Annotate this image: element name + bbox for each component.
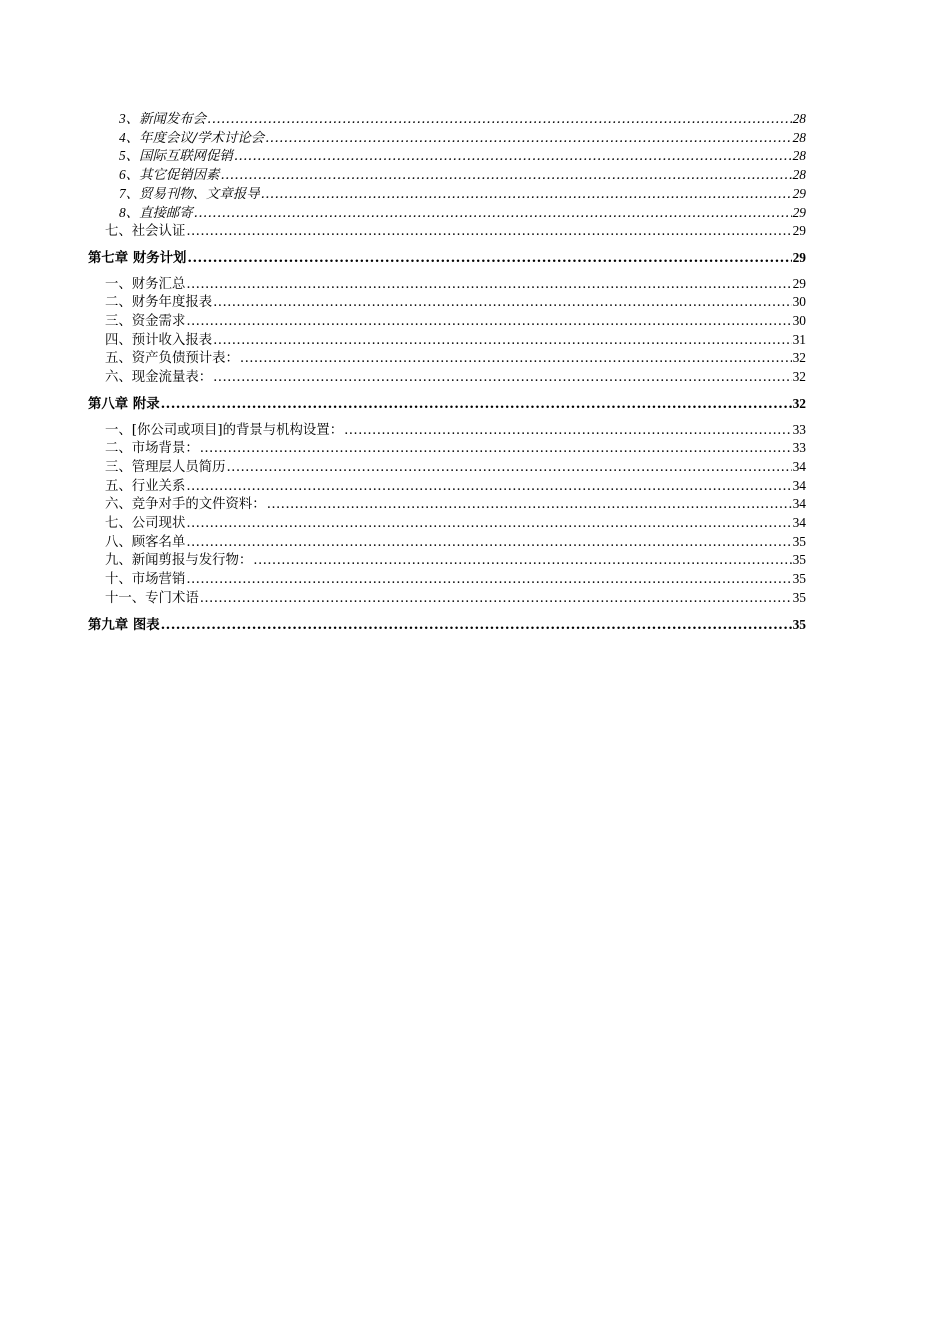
toc-entry-title bbox=[105, 496, 266, 514]
toc-page-number: 35 bbox=[792, 533, 806, 549]
toc-entry-title bbox=[119, 204, 193, 223]
toc-entry[interactable] bbox=[88, 110, 806, 129]
toc-chapter-entry[interactable] bbox=[88, 249, 806, 268]
toc-entry-number: 3 bbox=[119, 111, 126, 126]
toc-page-number: 33 bbox=[792, 421, 806, 437]
toc-page-number: 30 bbox=[792, 313, 806, 329]
toc-entry-text: 六、现金流量表： bbox=[105, 370, 213, 386]
toc-page-number: 29 bbox=[792, 249, 806, 265]
toc-page-number: 28 bbox=[792, 129, 806, 145]
toc-entry[interactable] bbox=[88, 312, 806, 331]
table-of-contents bbox=[88, 110, 806, 641]
toc-entry-text: 其它促销因素 bbox=[139, 168, 220, 184]
toc-entry-title bbox=[105, 590, 199, 608]
toc-entry[interactable] bbox=[88, 551, 806, 570]
toc-entry-separator: 、 bbox=[125, 186, 140, 202]
toc-entry-title bbox=[105, 534, 185, 552]
toc-entry-text: 一、财务汇总 bbox=[105, 276, 186, 292]
toc-page-number: 29 bbox=[792, 204, 806, 220]
dot-leader bbox=[186, 313, 791, 331]
dot-leader bbox=[186, 223, 791, 241]
dot-leader bbox=[200, 440, 792, 458]
toc-entry-text: 六、竞争对手的文件资料： bbox=[105, 497, 266, 513]
toc-entry-text: 三、管理层人员简历 bbox=[105, 459, 226, 475]
toc-entry[interactable] bbox=[88, 293, 806, 312]
dot-leader bbox=[161, 396, 792, 414]
toc-entry-title bbox=[88, 617, 160, 635]
toc-entry-text: 九、新闻剪报与发行物： bbox=[105, 553, 253, 569]
toc-entry-number: 7 bbox=[119, 185, 126, 201]
toc-entry-title bbox=[105, 223, 185, 241]
toc-entry-text: 一、[你公司或项目]的背景与机构设置： bbox=[105, 422, 344, 438]
toc-entry-number: 4 bbox=[119, 129, 126, 145]
toc-entry-text: 国际互联网促销 bbox=[139, 149, 233, 165]
toc-entry-text: 八、顾客名单 bbox=[105, 534, 186, 550]
toc-entry-title bbox=[119, 147, 233, 166]
toc-entry-text: 三、资金需求 bbox=[105, 314, 186, 330]
toc-page-number: 29 bbox=[792, 275, 806, 291]
dot-leader bbox=[265, 130, 791, 148]
toc-entry[interactable] bbox=[88, 349, 806, 368]
toc-entry-text: 五、资产负债预计表： bbox=[105, 351, 239, 367]
toc-entry[interactable] bbox=[88, 275, 806, 294]
toc-page-number: 28 bbox=[792, 167, 806, 183]
toc-entry-title bbox=[105, 276, 185, 294]
toc-chapter-entry[interactable] bbox=[88, 616, 806, 635]
toc-entry-separator: 、 bbox=[125, 130, 140, 146]
dot-leader bbox=[200, 590, 792, 608]
toc-page-number: 35 bbox=[792, 616, 806, 632]
toc-entry[interactable] bbox=[88, 533, 806, 552]
toc-entry[interactable] bbox=[88, 129, 806, 148]
toc-entry-title bbox=[105, 422, 343, 440]
dot-leader bbox=[186, 515, 791, 533]
toc-entry[interactable] bbox=[88, 166, 806, 185]
dot-leader bbox=[220, 167, 791, 185]
toc-page-number: 35 bbox=[792, 571, 806, 587]
toc-entry-title bbox=[105, 313, 185, 331]
toc-page-number: 34 bbox=[792, 496, 806, 512]
toc-entry[interactable] bbox=[88, 185, 806, 204]
dot-leader bbox=[194, 205, 792, 223]
dot-leader bbox=[187, 250, 791, 268]
toc-entry-text: 七、社会认证 bbox=[105, 224, 186, 240]
toc-entry-separator: 、 bbox=[125, 112, 140, 127]
toc-entry-text: 第九章 图表 bbox=[88, 616, 160, 633]
dot-leader bbox=[186, 534, 791, 552]
dot-leader bbox=[213, 294, 791, 312]
toc-entry-text: 十一、专门术语 bbox=[105, 590, 199, 606]
dot-leader bbox=[207, 111, 792, 129]
toc-entry-title bbox=[105, 350, 239, 368]
toc-entry-title bbox=[105, 515, 185, 533]
toc-entry-text: 贸易刊物、文章报导 bbox=[139, 186, 260, 202]
toc-entry-text: 七、公司现状 bbox=[105, 516, 186, 532]
toc-entry[interactable] bbox=[88, 204, 806, 223]
toc-entry-text: 十、市场营销 bbox=[105, 572, 186, 588]
toc-entry-title bbox=[105, 294, 212, 312]
toc-entry-title bbox=[105, 552, 252, 570]
toc-entry[interactable] bbox=[88, 570, 806, 589]
toc-page-number: 34 bbox=[792, 515, 806, 531]
toc-entry-text: 第七章 财务计划 bbox=[88, 249, 187, 266]
dot-leader bbox=[344, 422, 792, 440]
toc-page-number: 30 bbox=[792, 294, 806, 310]
toc-page-number: 34 bbox=[792, 458, 806, 474]
toc-entry-title bbox=[119, 166, 219, 185]
toc-entry-separator: 、 bbox=[125, 205, 140, 221]
toc-entry-title bbox=[105, 369, 212, 387]
toc-entry-title bbox=[105, 459, 226, 477]
toc-entry-title bbox=[105, 478, 185, 496]
dot-leader bbox=[261, 186, 792, 204]
toc-entry[interactable] bbox=[88, 495, 806, 514]
toc-entry-title bbox=[88, 396, 160, 414]
toc-page-number: 35 bbox=[792, 552, 806, 568]
toc-entry-text: 二、市场背景： bbox=[105, 441, 199, 457]
dot-leader bbox=[227, 459, 792, 477]
toc-entry-number: 6 bbox=[119, 167, 126, 183]
toc-entry-title bbox=[105, 332, 212, 350]
toc-entry-title bbox=[105, 440, 199, 458]
toc-entry[interactable] bbox=[88, 458, 806, 477]
toc-page-number: 28 bbox=[792, 111, 806, 126]
toc-entry-title bbox=[119, 129, 264, 148]
toc-entry[interactable] bbox=[88, 439, 806, 458]
toc-entry-text: 五、行业关系 bbox=[105, 478, 186, 494]
dot-leader bbox=[186, 478, 791, 496]
toc-entry-text: 新闻发布会 bbox=[139, 112, 207, 127]
toc-entry-title bbox=[105, 571, 185, 589]
toc-entry-text: 二、财务年度报表 bbox=[105, 295, 213, 311]
dot-leader bbox=[267, 496, 792, 514]
toc-entry-separator: 、 bbox=[125, 168, 140, 184]
toc-entry-text: 直接邮寄 bbox=[139, 205, 193, 221]
toc-entry[interactable] bbox=[88, 222, 806, 241]
toc-page-number: 33 bbox=[792, 440, 806, 456]
toc-page-number: 29 bbox=[792, 185, 806, 201]
toc-page-number: 32 bbox=[792, 369, 806, 385]
dot-leader bbox=[213, 332, 791, 350]
toc-entry-text: 四、预计收入报表 bbox=[105, 332, 213, 348]
toc-entry-title bbox=[119, 110, 206, 129]
dot-leader bbox=[186, 571, 791, 589]
dot-leader bbox=[234, 148, 792, 166]
toc-entry-text: 第八章 附录 bbox=[88, 395, 160, 412]
toc-entry[interactable] bbox=[88, 421, 806, 440]
dot-leader bbox=[161, 617, 792, 635]
toc-page-number: 31 bbox=[792, 331, 806, 347]
toc-entry[interactable] bbox=[88, 477, 806, 496]
toc-page-number: 28 bbox=[792, 148, 806, 164]
toc-entry-separator: 、 bbox=[125, 149, 140, 165]
toc-entry[interactable] bbox=[88, 147, 806, 166]
toc-entry-number: 5 bbox=[119, 148, 126, 164]
toc-entry[interactable] bbox=[88, 331, 806, 350]
toc-entry-number: 8 bbox=[119, 204, 126, 220]
dot-leader bbox=[213, 369, 791, 387]
toc-entry[interactable] bbox=[88, 589, 806, 608]
toc-entry[interactable] bbox=[88, 368, 806, 387]
toc-entry-text: 年度会议/学术讨论会 bbox=[139, 130, 265, 146]
toc-page-number: 35 bbox=[792, 589, 806, 605]
toc-entry-title bbox=[119, 185, 260, 204]
toc-page-number: 32 bbox=[792, 395, 806, 411]
toc-entry-title bbox=[88, 250, 186, 268]
toc-page-number: 34 bbox=[792, 477, 806, 493]
toc-entry[interactable] bbox=[88, 514, 806, 533]
toc-page-number: 29 bbox=[792, 223, 806, 239]
toc-chapter-entry[interactable] bbox=[88, 395, 806, 414]
dot-leader bbox=[240, 350, 792, 368]
toc-page-number: 32 bbox=[792, 350, 806, 366]
dot-leader bbox=[253, 552, 791, 570]
dot-leader bbox=[186, 276, 791, 294]
